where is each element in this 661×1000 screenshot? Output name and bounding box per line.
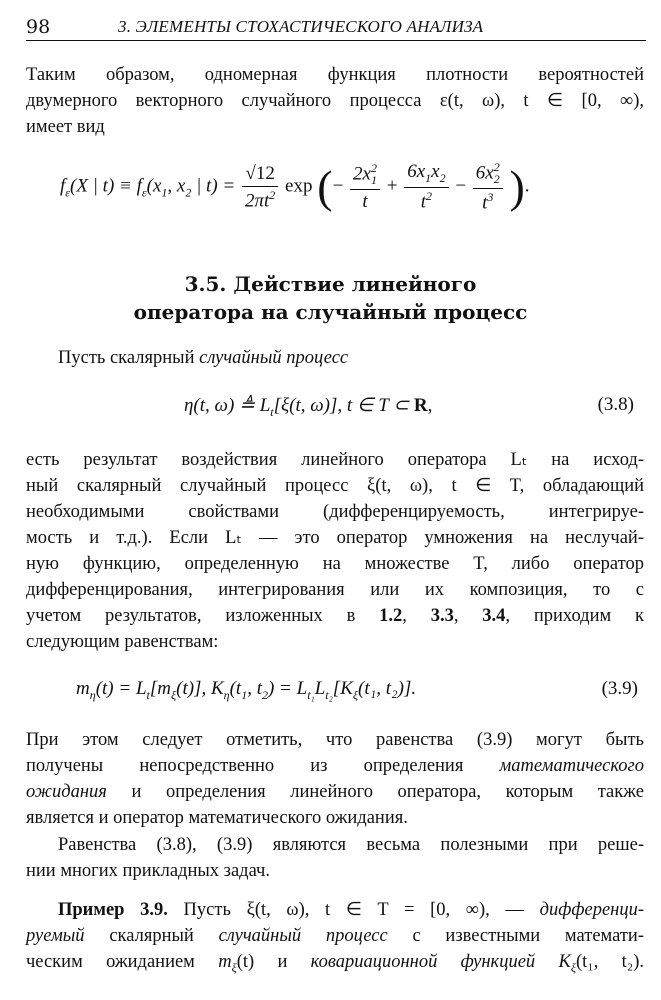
text-line: ожидания и определения линейного оператора, которым также	[26, 782, 644, 802]
text-line: является и оператор математического ожидания.	[26, 808, 408, 828]
equation-3-9: $m_\eta(t) = L_t[m_\xi(t)]$, $K_\eta(t_1$, $t_2) = L_{t_1}L_{t_2}[K_\xi(t_1$, t₂)]. (3.9)	[76, 678, 638, 702]
density-formula: $f_\varepsilon(X$ | $t) \equiv f_\varepsilon(x_1$, $x_2$ | t) = $\frac{√12}{2\pi t^2}$ exp (− $\frac{2x^2_1}{t}$ + $\frac{6x_1x_2}{t^2}$ − $\frac{6x^2_2}{t^3}$ ).	[60, 160, 530, 214]
text-line: Равенства (3.8), (3.9) являются весьма полезными при реше-	[58, 835, 644, 855]
text-line: ную функцию, определенную на множестве T, либо оператор	[26, 554, 644, 574]
text-line: необходимыми свойствами (дифференцируемость, интегрируе-	[26, 502, 644, 522]
text-line: нии многих прикладных задач.	[26, 861, 270, 881]
fraction-coefficient: $\frac{√12}{2\pi t^2}$	[242, 163, 278, 212]
text-line: двумерного векторного случайного процесса ε(t, ω), t ∈ [0, ∞),	[26, 91, 644, 111]
text-line: ческим ожиданием $m_\xi(t)$ и ковариационной функцией $K_\xi(t_1$, t₂).	[26, 952, 645, 975]
fraction-term-2: $\frac{6x_1x_2}{t^2}$	[404, 161, 448, 213]
section-heading	[0, 270, 661, 326]
paragraph-let	[26, 345, 644, 371]
section-heading-line-2: оператора на случайный процесс	[133, 300, 528, 324]
text-line: учетом результатов, изложенных в 1.2, 3.3, 3.4, приходим к	[26, 606, 644, 626]
text-line: Пусть скалярный случайный процесс	[58, 348, 349, 368]
text-line: ный скалярный случайный процесс ξ(t, ω), t ∈ T, обладающий	[26, 476, 644, 496]
text-line: дифференцирования, интегрирования или их композиция, то с	[26, 580, 644, 600]
page-number: 98	[26, 16, 51, 38]
text-line: следующим равенствам:	[26, 632, 219, 652]
text-line: При этом следует отметить, что равенства (3.9) могут быть	[26, 730, 644, 750]
equation-number: (3.9)	[601, 678, 638, 699]
text-line: мость и т.д.). Если Lₜ — это оператор умножения на неслучай-	[26, 528, 644, 548]
equation-number: (3.8)	[597, 394, 634, 415]
paragraph-result	[26, 447, 644, 655]
text-line: руемый скалярный случайный процесс с известными математи-	[26, 926, 644, 946]
section-heading-line-1: 3.5. Действие линейного	[184, 272, 477, 296]
fraction-term-3: $\frac{6x^2_2}{t^3}$	[473, 160, 503, 214]
text-line: есть результат воздействия линейного оператора Lₜ на исход-	[26, 450, 644, 470]
running-header	[26, 16, 646, 41]
example-paragraph	[26, 897, 644, 981]
text-line: Таким образом, одномерная функция плотности вероятностей	[26, 65, 644, 85]
fraction-term-1: $\frac{2x^2_1}{t}$	[350, 161, 380, 213]
paragraph-note	[26, 727, 644, 831]
text-line: получены непосредственно из определения математического	[26, 756, 644, 776]
text-line: имеет вид	[26, 117, 105, 137]
text-line: Пример 3.9. Пусть ξ(t, ω), t ∈ T = [0, ∞), — дифференци-	[58, 900, 644, 920]
paragraph-useful	[26, 832, 644, 884]
chapter-title: 3. ЭЛЕМЕНТЫ СТОХАСТИЧЕСКОГО АНАЛИЗА	[118, 17, 484, 36]
intro-paragraph	[26, 62, 644, 140]
equation-3-8: η(t, ω) ≜ $L_t[\xi(t$, ω)], t ∈ T ⊂ R, (3.8)	[184, 394, 634, 419]
example-label: Пример 3.9.	[58, 900, 168, 920]
